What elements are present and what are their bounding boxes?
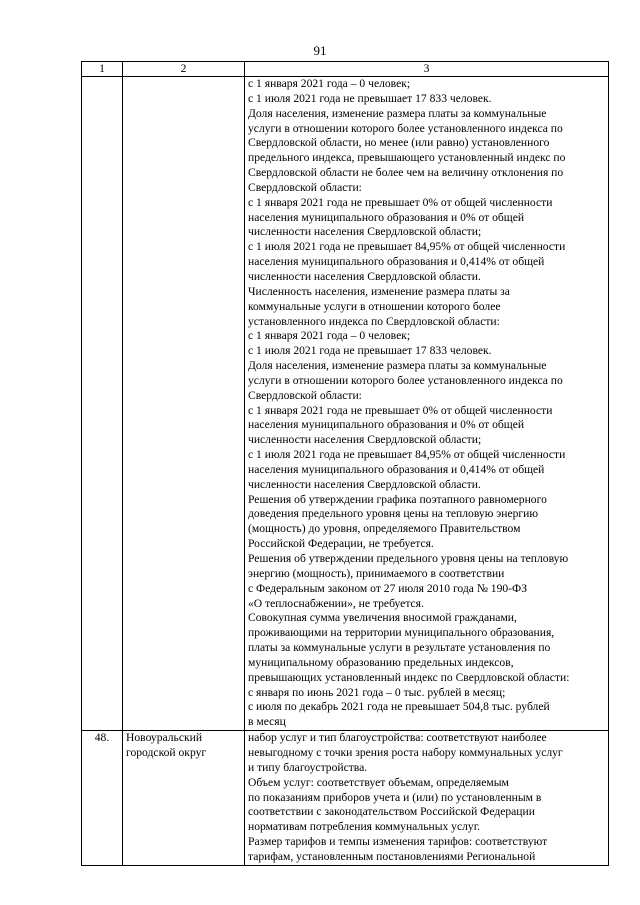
text-line: с 1 января 2021 года – 0 человек; xyxy=(248,77,411,90)
text-line: городской округ xyxy=(126,745,207,759)
text-line: «О теплоснабжении», не требуется. xyxy=(248,596,424,610)
text-line: превышающих установленный индекс по Свердловской области: xyxy=(248,670,570,684)
text-line: и типу благоустройства. xyxy=(248,760,368,774)
text-line: с 1 июля 2021 года не превышает 84,95% от общей численности xyxy=(248,240,566,254)
text-line: по показаниям приборов учета и (или) по установленным в xyxy=(248,790,542,804)
text-line: Доля населения, изменение размера платы за коммунальные xyxy=(248,106,547,120)
text-line: Свердловской области: xyxy=(248,180,362,194)
text-line: в месяц xyxy=(248,715,286,729)
text-line: численности населения Свердловской области. xyxy=(248,269,481,283)
district-cell xyxy=(123,731,245,866)
district-cell xyxy=(123,77,245,731)
text-line: численности населения Свердловской области; xyxy=(248,433,482,447)
page-number: 91 xyxy=(313,43,327,58)
tariff-table xyxy=(81,61,609,866)
text-line: численности населения Свердловской области; xyxy=(248,225,482,239)
text-line: муниципальному образованию предельных индексов, xyxy=(248,655,514,669)
text-line: с 1 июля 2021 года не превышает 17 833 человек. xyxy=(248,344,492,358)
text-line: предельного индекса, превышающего установленный индекс по xyxy=(248,151,566,165)
text-line: с 1 января 2021 года не превышает 0% от общей численности xyxy=(248,195,553,209)
column-header-2: 2 xyxy=(123,62,245,77)
text-line: Численность населения, изменение размера платы за xyxy=(248,284,510,298)
text-line: Свердловской области: xyxy=(248,388,362,402)
description-cell xyxy=(245,731,609,866)
text-line: Свердловской области, но менее (или равно) установленного xyxy=(248,136,550,150)
text-line: с января по июнь 2021 года – 0 тыс. рублей в месяц; xyxy=(248,685,506,699)
text-line: с 1 января 2021 года не превышает 0% от общей численности xyxy=(248,403,553,417)
text-line: набор услуг и тип благоустройства: соответствуют наиболее xyxy=(248,731,547,745)
text-line: платы за коммунальные услуги в результате установления по xyxy=(248,641,551,655)
text-line: с июля по декабрь 2021 года не превышает 504,8 тыс. рублей xyxy=(248,700,550,714)
text-line: Решения об утверждении графика поэтапного равномерного xyxy=(248,492,547,506)
table-row xyxy=(82,731,609,866)
text-line: доведения предельного уровня цены на тепловую энергию xyxy=(248,507,539,521)
text-line: услуги в отношении которого более установленного индекса по xyxy=(248,373,563,387)
text-line: соответствии с законодательством Российской Федерации xyxy=(248,805,535,819)
text-line: населения муниципального образования и 0,414% от общей xyxy=(248,255,545,269)
text-line: Совокупная сумма увеличения вносимой гражданами, xyxy=(248,611,517,625)
column-header-1: 1 xyxy=(82,62,123,77)
text-line: коммунальные услуги в отношении которого более xyxy=(248,299,501,313)
text-line: населения муниципального образования и 0% от общей xyxy=(248,210,525,224)
text-line: Решения об утверждении предельного уровня цены на тепловую xyxy=(248,552,569,565)
table-header-row xyxy=(82,62,609,77)
text-line: Доля населения, изменение размера платы за коммунальные xyxy=(248,359,547,373)
row-number-cell xyxy=(82,77,123,731)
text-line: с 1 июля 2021 года не превышает 84,95% от общей численности xyxy=(248,448,566,462)
text-line: невыгодному с точки зрения роста набору коммунальных услуг xyxy=(248,745,563,759)
text-line: Новоуральский xyxy=(126,731,203,745)
text-line: (мощность) до уровня, определяемого Правительством xyxy=(248,522,521,536)
text-line: с 1 января 2021 года – 0 человек; xyxy=(248,329,411,343)
table-row xyxy=(82,77,609,731)
row-number-cell: 48. xyxy=(82,731,123,866)
text-line: Свердловской области не более чем на величину отклонения по xyxy=(248,166,564,180)
text-line: энергию (мощность), принимаемого в соответствии xyxy=(248,566,505,580)
text-line: населения муниципального образования и 0,414% от общей xyxy=(248,462,545,476)
text-line: установленного индекса по Свердловской области: xyxy=(248,314,500,328)
text-line: услуги в отношении которого более установленного индекса по xyxy=(248,121,563,135)
text-line: Объем услуг: соответствует объемам, определяемым xyxy=(248,775,509,789)
text-line: тарифам, установленным постановлениями Региональной xyxy=(248,849,536,863)
text-line: Размер тарифов и темпы изменения тарифов: соответствуют xyxy=(248,835,548,849)
text-line: Российской Федерации, не требуется. xyxy=(248,537,434,551)
text-line: нормативам потребления коммунальных услуг. xyxy=(248,820,481,834)
description-cell xyxy=(245,77,609,731)
text-line: проживающими на территории муниципального образования, xyxy=(248,626,555,640)
column-header-3: 3 xyxy=(245,62,609,77)
text-line: численности населения Свердловской области. xyxy=(248,477,481,491)
text-line: населения муниципального образования и 0% от общей xyxy=(248,418,525,432)
text-line: с 1 июля 2021 года не превышает 17 833 человек. xyxy=(248,91,492,105)
text-line: с Федеральным законом от 27 июля 2010 года № 190-ФЗ xyxy=(248,581,528,595)
